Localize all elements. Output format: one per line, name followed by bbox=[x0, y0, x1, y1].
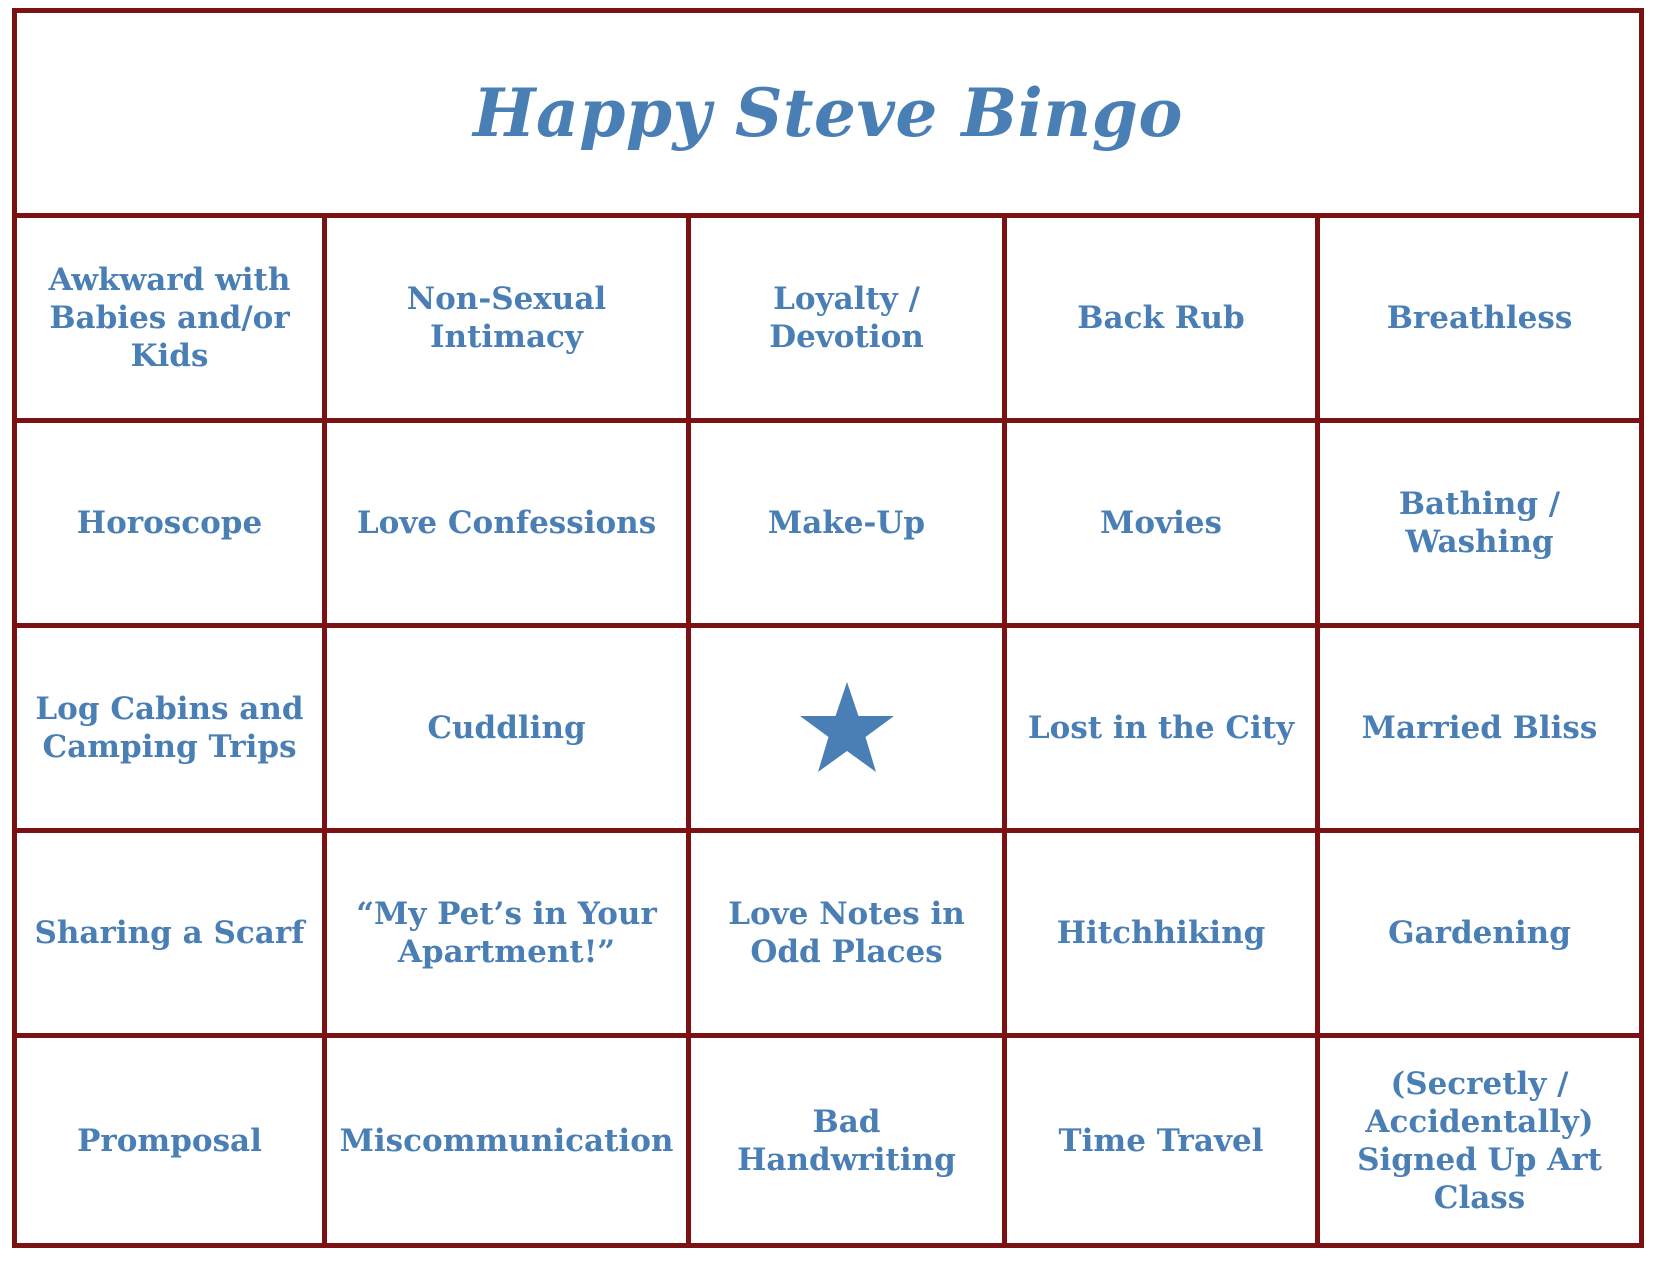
bingo-cell[interactable] bbox=[1320, 833, 1639, 1038]
bingo-cell[interactable] bbox=[17, 423, 327, 628]
bingo-cell[interactable] bbox=[1320, 218, 1639, 423]
bingo-cell[interactable] bbox=[327, 833, 691, 1038]
cell-label: “My Pet’s in Your Apartment!” bbox=[356, 896, 657, 970]
bingo-cell[interactable] bbox=[691, 423, 1007, 628]
cell-label: Movies bbox=[1100, 505, 1222, 541]
cell-label: Cuddling bbox=[427, 710, 586, 746]
cell-label: Lost in the City bbox=[1027, 710, 1295, 746]
cell-label: Miscommunication bbox=[339, 1122, 674, 1159]
cell-label: Sharing a Scarf bbox=[34, 915, 305, 951]
bingo-cell[interactable] bbox=[1007, 218, 1320, 423]
bingo-cell[interactable] bbox=[1007, 423, 1320, 628]
bingo-cell[interactable] bbox=[1007, 1038, 1320, 1243]
cell-label: Bad Handwriting bbox=[737, 1103, 956, 1178]
cell-label: Love Confessions bbox=[356, 505, 657, 541]
cell-label: Time Travel bbox=[1058, 1122, 1264, 1159]
bingo-cell[interactable] bbox=[1007, 833, 1320, 1038]
bingo-cell[interactable] bbox=[691, 218, 1007, 423]
cell-label: Back Rub bbox=[1077, 300, 1245, 336]
bingo-card bbox=[12, 8, 1644, 1248]
cell-label: Married Bliss bbox=[1361, 710, 1598, 746]
bingo-cell[interactable] bbox=[1007, 628, 1320, 833]
bingo-cell[interactable] bbox=[1320, 423, 1639, 628]
bingo-cell[interactable] bbox=[17, 1038, 327, 1243]
bingo-cell[interactable] bbox=[327, 218, 691, 423]
star-icon bbox=[797, 680, 897, 776]
cell-label: Non-Sexual Intimacy bbox=[406, 281, 607, 355]
cell-label: Log Cabins and Camping Trips bbox=[35, 691, 304, 765]
cell-label: Love Notes in Odd Places bbox=[728, 896, 965, 970]
bingo-cell[interactable] bbox=[327, 423, 691, 628]
bingo-cell[interactable] bbox=[17, 218, 327, 423]
free-space-cell[interactable] bbox=[691, 628, 1007, 833]
bingo-cell[interactable] bbox=[17, 833, 327, 1038]
cell-label: Promposal bbox=[77, 1122, 262, 1159]
cell-label: Breathless bbox=[1386, 300, 1573, 336]
bingo-cell[interactable] bbox=[691, 833, 1007, 1038]
title-row bbox=[17, 13, 1639, 218]
bingo-cell[interactable] bbox=[327, 628, 691, 833]
cell-label: Bathing / Washing bbox=[1398, 486, 1561, 560]
cell-label: Awkward with Babies and/or Kids bbox=[48, 262, 291, 374]
bingo-grid bbox=[17, 218, 1639, 1243]
bingo-cell[interactable] bbox=[17, 628, 327, 833]
bingo-cell[interactable] bbox=[327, 1038, 691, 1243]
bingo-cell[interactable] bbox=[691, 1038, 1007, 1243]
cell-label: Loyalty / Devotion bbox=[769, 281, 924, 355]
cell-label: Make-Up bbox=[767, 505, 926, 541]
bingo-cell[interactable] bbox=[1320, 1038, 1639, 1243]
cell-label: Gardening bbox=[1388, 915, 1571, 951]
cell-label: Horoscope bbox=[76, 505, 263, 541]
bingo-title: Happy Steve Bingo bbox=[473, 74, 1183, 152]
cell-label: (Secretly / Accidentally) Signed Up Art Class bbox=[1357, 1065, 1602, 1216]
bingo-cell[interactable] bbox=[1320, 628, 1639, 833]
cell-label: Hitchhiking bbox=[1056, 915, 1266, 951]
